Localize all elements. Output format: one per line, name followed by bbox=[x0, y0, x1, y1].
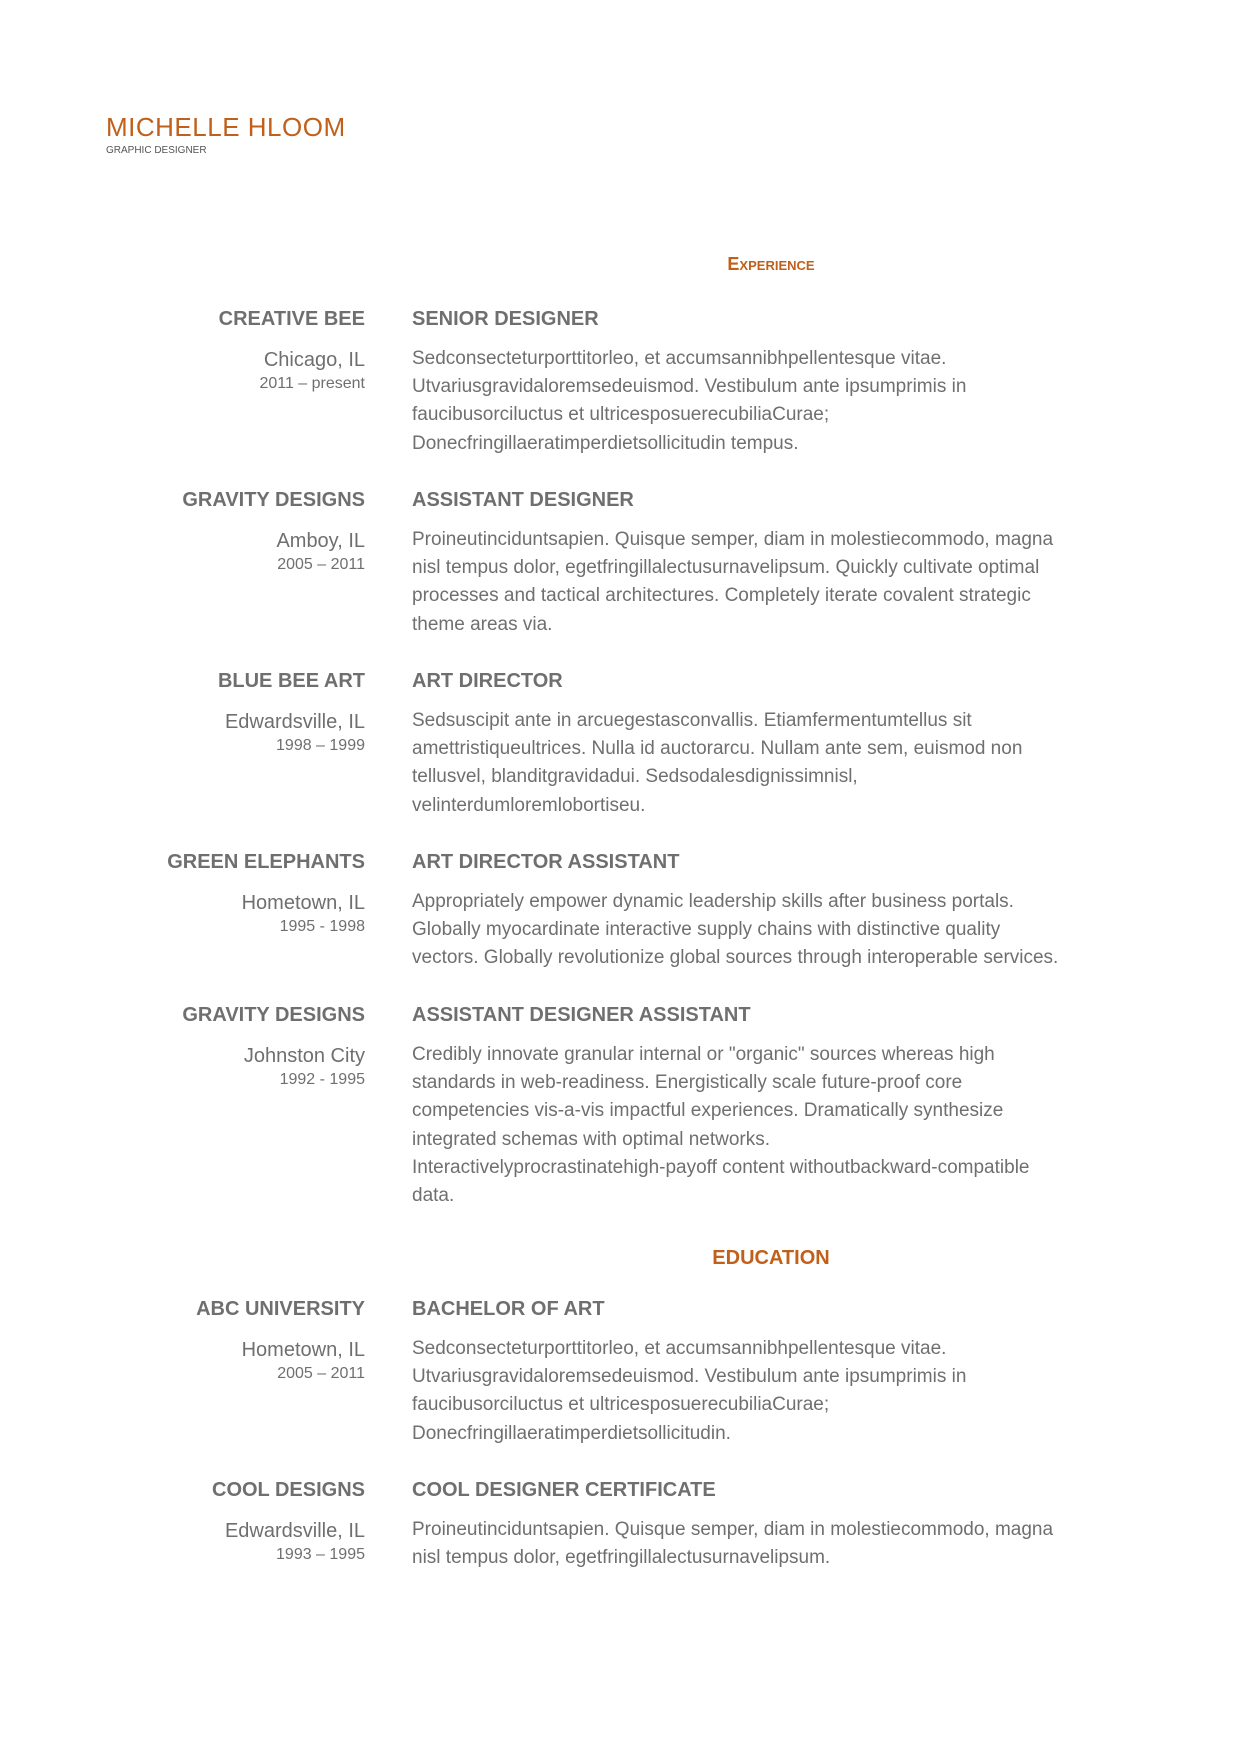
degree-title: BACHELOR OF ART bbox=[412, 1298, 605, 1320]
candidate-name: MICHELLE HLOOM bbox=[106, 112, 346, 142]
degree-title: COOL DESIGNER CERTIFICATE bbox=[412, 1479, 716, 1501]
entry-dates: 2011 – present bbox=[259, 375, 365, 392]
description-line: Interactivelyprocrastinatehigh-payoff content withoutbackward-compatible bbox=[412, 1156, 1030, 1178]
job-title: ART DIRECTOR bbox=[412, 670, 563, 692]
institution-name: ABC UNIVERSITY bbox=[196, 1298, 365, 1320]
entry-meta bbox=[100, 1296, 365, 1385]
entry-details bbox=[412, 1002, 1147, 1210]
description-line: Donecfringillaeratimperdietsollicitudin. bbox=[412, 1422, 731, 1444]
description-line: faucibusorciluctus et ultricesposuerecubiliaCurae; bbox=[412, 1394, 830, 1416]
description-line: Sedconsecteturporttitorleo, et accumsannibhpellentesque vitae. bbox=[412, 1338, 947, 1359]
job-title: ART DIRECTOR ASSISTANT bbox=[412, 851, 680, 873]
entry-dates: 1992 - 1995 bbox=[279, 1071, 365, 1088]
entry-dates: 2005 – 2011 bbox=[277, 1365, 365, 1382]
entry-location: Edwardsville, IL bbox=[224, 1520, 365, 1542]
organization-name: CREATIVE BEE bbox=[218, 308, 365, 330]
entry-meta bbox=[100, 1002, 365, 1091]
description-line: Credibly innovate granular internal or "organic" sources whereas high bbox=[412, 1044, 995, 1065]
entry-details bbox=[412, 487, 1147, 639]
resume-header bbox=[106, 112, 346, 158]
candidate-role: GRAPHIC DESIGNER bbox=[106, 145, 207, 156]
entry-meta bbox=[100, 668, 365, 757]
entry-meta bbox=[100, 487, 365, 576]
description-line: Proineutinciduntsapien. Quisque semper, diam in molestiecommodo, magna bbox=[412, 1519, 1054, 1540]
job-description bbox=[412, 345, 1147, 458]
entry-meta bbox=[100, 1477, 365, 1566]
description-line: nisl tempus dolor, egetfringillalectusurnavelipsum. bbox=[412, 1547, 831, 1569]
description-line: Appropriately empower dynamic leadership skills after business portals. bbox=[412, 891, 1014, 912]
description-line: Proineutinciduntsapien. Quisque semper, diam in molestiecommodo, magna bbox=[412, 529, 1054, 550]
entry-location: Edwardsville, IL bbox=[224, 711, 365, 733]
degree-description bbox=[412, 1516, 1147, 1572]
description-line: competencies vis-a-vis impactful experiences. Dramatically synthesize bbox=[412, 1100, 1004, 1122]
organization-name: GRAVITY DESIGNS bbox=[182, 1004, 365, 1026]
job-description bbox=[412, 707, 1147, 820]
entry-dates: 2005 – 2011 bbox=[277, 556, 365, 573]
description-line: Sedsuscipit ante in arcuegestasconvallis. Etiamfermentumtellus sit bbox=[412, 710, 972, 731]
entry-dates: 1995 - 1998 bbox=[279, 918, 365, 935]
experience-heading: Experience bbox=[727, 254, 815, 274]
entry-details bbox=[412, 668, 1147, 820]
description-line: Donecfringillaeratimperdietsollicitudin tempus. bbox=[412, 432, 799, 454]
job-description bbox=[412, 526, 1147, 639]
description-line: Utvariusgravidaloremsedeuismod. Vestibulum ante ipsumprimis in bbox=[412, 1366, 967, 1388]
entry-dates: 1993 – 1995 bbox=[276, 1546, 365, 1563]
institution-name: COOL DESIGNS bbox=[212, 1479, 365, 1501]
job-title: ASSISTANT DESIGNER bbox=[412, 489, 634, 511]
entry-meta bbox=[100, 849, 365, 938]
education-heading: EDUCATION bbox=[712, 1247, 830, 1269]
organization-name: GRAVITY DESIGNS bbox=[182, 489, 365, 511]
organization-name: BLUE BEE ART bbox=[217, 670, 365, 692]
entry-meta bbox=[100, 306, 365, 395]
entry-location: Chicago, IL bbox=[263, 349, 365, 371]
entry-details bbox=[412, 1296, 1147, 1448]
description-line: Utvariusgravidaloremsedeuismod. Vestibulum ante ipsumprimis in bbox=[412, 376, 967, 398]
job-description bbox=[412, 888, 1147, 973]
entry-details bbox=[412, 306, 1147, 458]
entry-location: Hometown, IL bbox=[241, 892, 365, 914]
description-line: standards in web-readiness. Energistically scale future-proof core bbox=[412, 1072, 963, 1094]
job-title: ASSISTANT DESIGNER ASSISTANT bbox=[412, 1004, 751, 1026]
description-line: nisl tempus dolor, egetfringillalectusurnavelipsum. Quickly cultivate optimal bbox=[412, 557, 1040, 579]
description-line: data. bbox=[412, 1185, 455, 1207]
description-line: velinterdumloremlobortiseu. bbox=[412, 794, 646, 816]
entry-details bbox=[412, 1477, 1147, 1572]
entry-dates: 1998 – 1999 bbox=[276, 737, 365, 754]
degree-description bbox=[412, 1335, 1147, 1448]
entry-location: Hometown, IL bbox=[241, 1339, 365, 1361]
description-line: amettristiqueultrices. Nulla id auctorarcu. Nullam ante sem, euismod non bbox=[412, 738, 1023, 760]
description-line: Globally myocardinate interactive supply chains with distinctive quality bbox=[412, 919, 1001, 941]
description-line: theme areas via. bbox=[412, 613, 553, 635]
organization-name: GREEN ELEPHANTS bbox=[167, 851, 365, 873]
description-line: Sedconsecteturporttitorleo, et accumsannibhpellentesque vitae. bbox=[412, 348, 947, 369]
description-line: vectors. Globally revolutionize global sources through interoperable services. bbox=[412, 947, 1059, 969]
description-line: integrated schemas with optimal networks. bbox=[412, 1128, 770, 1150]
entry-location: Johnston City bbox=[243, 1045, 365, 1067]
entry-location: Amboy, IL bbox=[276, 530, 365, 552]
description-line: tellusvel, blanditgravidadui. Sedsodalesdignissimnisl, bbox=[412, 766, 858, 788]
description-line: processes and tactical architectures. Completely iterate covalent strategic bbox=[412, 585, 1031, 607]
entry-details bbox=[412, 849, 1147, 973]
description-line: faucibusorciluctus et ultricesposuerecubiliaCurae; bbox=[412, 404, 830, 426]
job-title: SENIOR DESIGNER bbox=[412, 308, 599, 330]
job-description bbox=[412, 1041, 1147, 1210]
